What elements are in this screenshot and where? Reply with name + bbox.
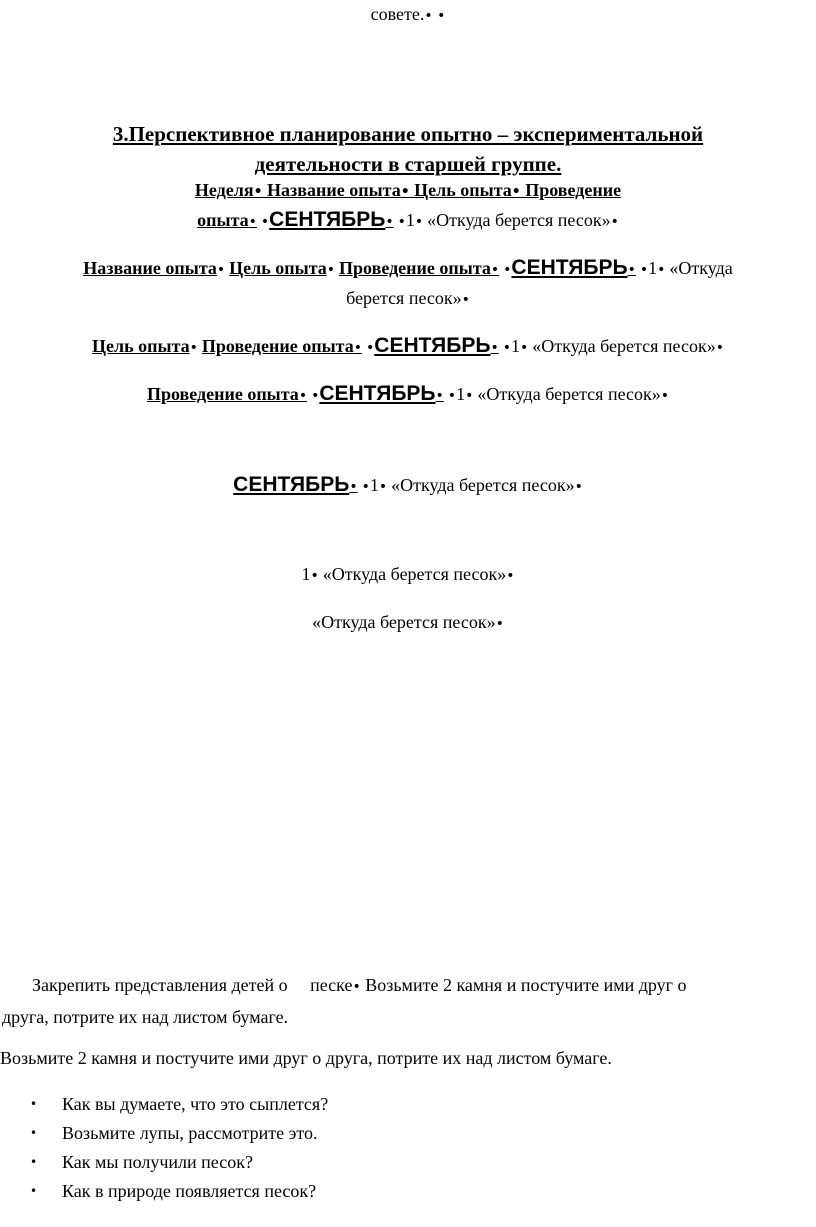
experiment-title: «Откуда берется песок» [312,612,496,632]
col-week-label: Неделя [194,180,254,200]
experiment-title: «Откуда берется песок» [427,210,611,230]
bullet-dot: • [397,214,406,230]
table-header-row [0,180,816,201]
bullet-dot: • [495,616,504,632]
month-label: СЕНТЯБРЬ [511,256,628,279]
goal-text-end: песке [310,975,353,995]
col-goal-label: Цель опыта [414,180,512,200]
bullet-dot: • [366,340,375,356]
bullet-dot: • [639,262,649,278]
list-item [0,1148,328,1177]
section-title-line-2: деятельности в старшей группе. [254,152,562,176]
bullet-dot: • [30,1097,38,1111]
questions-list [0,1090,328,1206]
month-label: СЕНТЯБРЬ [319,382,436,405]
month-label: СЕНТЯБРЬ [269,208,386,231]
bullet-dot: • [349,479,358,495]
col-conduct-label: Проведение [525,180,622,200]
bullet-dot: • [506,568,515,584]
bullet-dot: • [435,388,444,404]
bullet-dot: • [414,214,424,230]
bullet-dot: • [361,479,370,495]
conduct-paragraph: Возьмите 2 камня и постучите ими друг о друга, потрите их над листом бумаге. [0,1048,612,1068]
bullet-dot: • [310,568,319,584]
table-row-2-continuation [0,288,816,309]
bullet-dot: • [298,388,308,404]
week-number: 1 [369,475,379,495]
bullet-dot: • [385,214,394,230]
col-conduct-label: Проведение опыта [201,336,354,356]
bullet-dot: • [490,262,500,278]
experiment-title: «Откуда берется песок» [391,475,575,495]
bullet-dot: • [465,388,474,404]
bullet-dot: • [253,184,263,200]
experiment-title-part: «Откуда [669,258,733,278]
question-text: Возьмите лупы, рассмотрите это. [62,1123,318,1143]
table-row-2 [0,256,816,280]
bullet-dot: • [400,184,410,200]
bullet-dot: • [248,214,257,230]
bullet-dot: • [502,340,511,356]
bullet-dot: • [490,340,499,356]
experiment-title: «Откуда берется песок» [532,336,716,356]
week-number: 1 [648,258,658,278]
experiment-title: «Откуда берется песок» [322,564,507,584]
week-number: 1 [456,384,466,404]
conduct-text: Возьмите 2 камня и постучите ими друг о [365,975,687,995]
bullet-dot: • [189,340,198,356]
question-text: Как в природе появляется песок? [62,1181,317,1201]
bullet-dot: • [352,979,361,995]
bullet-dot: • [520,340,529,356]
experiment-title: «Откуда берется песок» [477,384,661,404]
col-goal-label: Цель опыта [92,336,190,356]
question-text: Как мы получили песок? [62,1152,253,1172]
experiment-title-part: берется песок» [346,288,462,308]
table-row-3 [0,334,816,358]
col-name-label: Название опыта [267,180,401,200]
top-fragment-text: совете. [370,4,425,24]
bullet-dot: • [260,214,270,230]
goal-line [0,970,812,1002]
bullet-dot: • [447,388,457,404]
goal-paragraph [0,970,812,1032]
col-name-label: Название опыта [83,258,217,278]
bullet-dot: • [378,479,388,495]
month-label: СЕНТЯБРЬ [374,334,491,357]
bullet-dot: • [30,1184,38,1198]
top-fragment-line [0,4,816,25]
bullet-dot: • [503,262,512,278]
bullet-dot: • [657,262,666,278]
col-goal-label: Цель опыта [229,258,327,278]
goal-text: Закрепить представления детей о [32,975,288,995]
bullet-dot: • [353,340,363,356]
bullet-dot: • [610,214,619,230]
bullet-dot: • [437,8,446,24]
table-row-4 [0,382,816,406]
bullet-dot: • [424,8,433,24]
table-row-6 [0,564,816,585]
bullet-dot: • [574,479,583,495]
bullet-dot: • [311,388,320,404]
week-number: 1 [405,210,415,230]
bullet-dot: • [216,262,226,278]
section-title-line-1: 3.Перспективное планирование опытно – экспериментальной [112,122,704,146]
col-conduct-end-label: опыта [197,210,249,230]
goal-line-continuation: друга, потрите их над листом бумаге. [2,1007,289,1027]
col-conduct-label: Проведение опыта [146,384,299,404]
list-item [0,1177,328,1206]
question-text: Как вы думаете, что это сыплется? [62,1094,329,1114]
week-number: 1 [301,564,311,584]
table-row-7 [0,612,816,633]
col-conduct-label: Проведение опыта [339,258,491,278]
week-number: 1 [511,336,520,356]
table-row-1 [0,208,816,232]
bullet-dot: • [660,388,670,404]
list-item [0,1090,328,1119]
bullet-dot: • [715,340,724,356]
bullet-dot: • [461,292,470,308]
bullet-dot: • [511,184,521,200]
bullet-dot: • [30,1126,38,1140]
bullet-dot: • [627,262,636,278]
list-item [0,1119,328,1148]
month-label: СЕНТЯБРЬ [233,473,350,496]
bullet-dot: • [326,262,336,278]
bullet-dot: • [30,1155,38,1169]
table-row-5 [0,473,816,497]
